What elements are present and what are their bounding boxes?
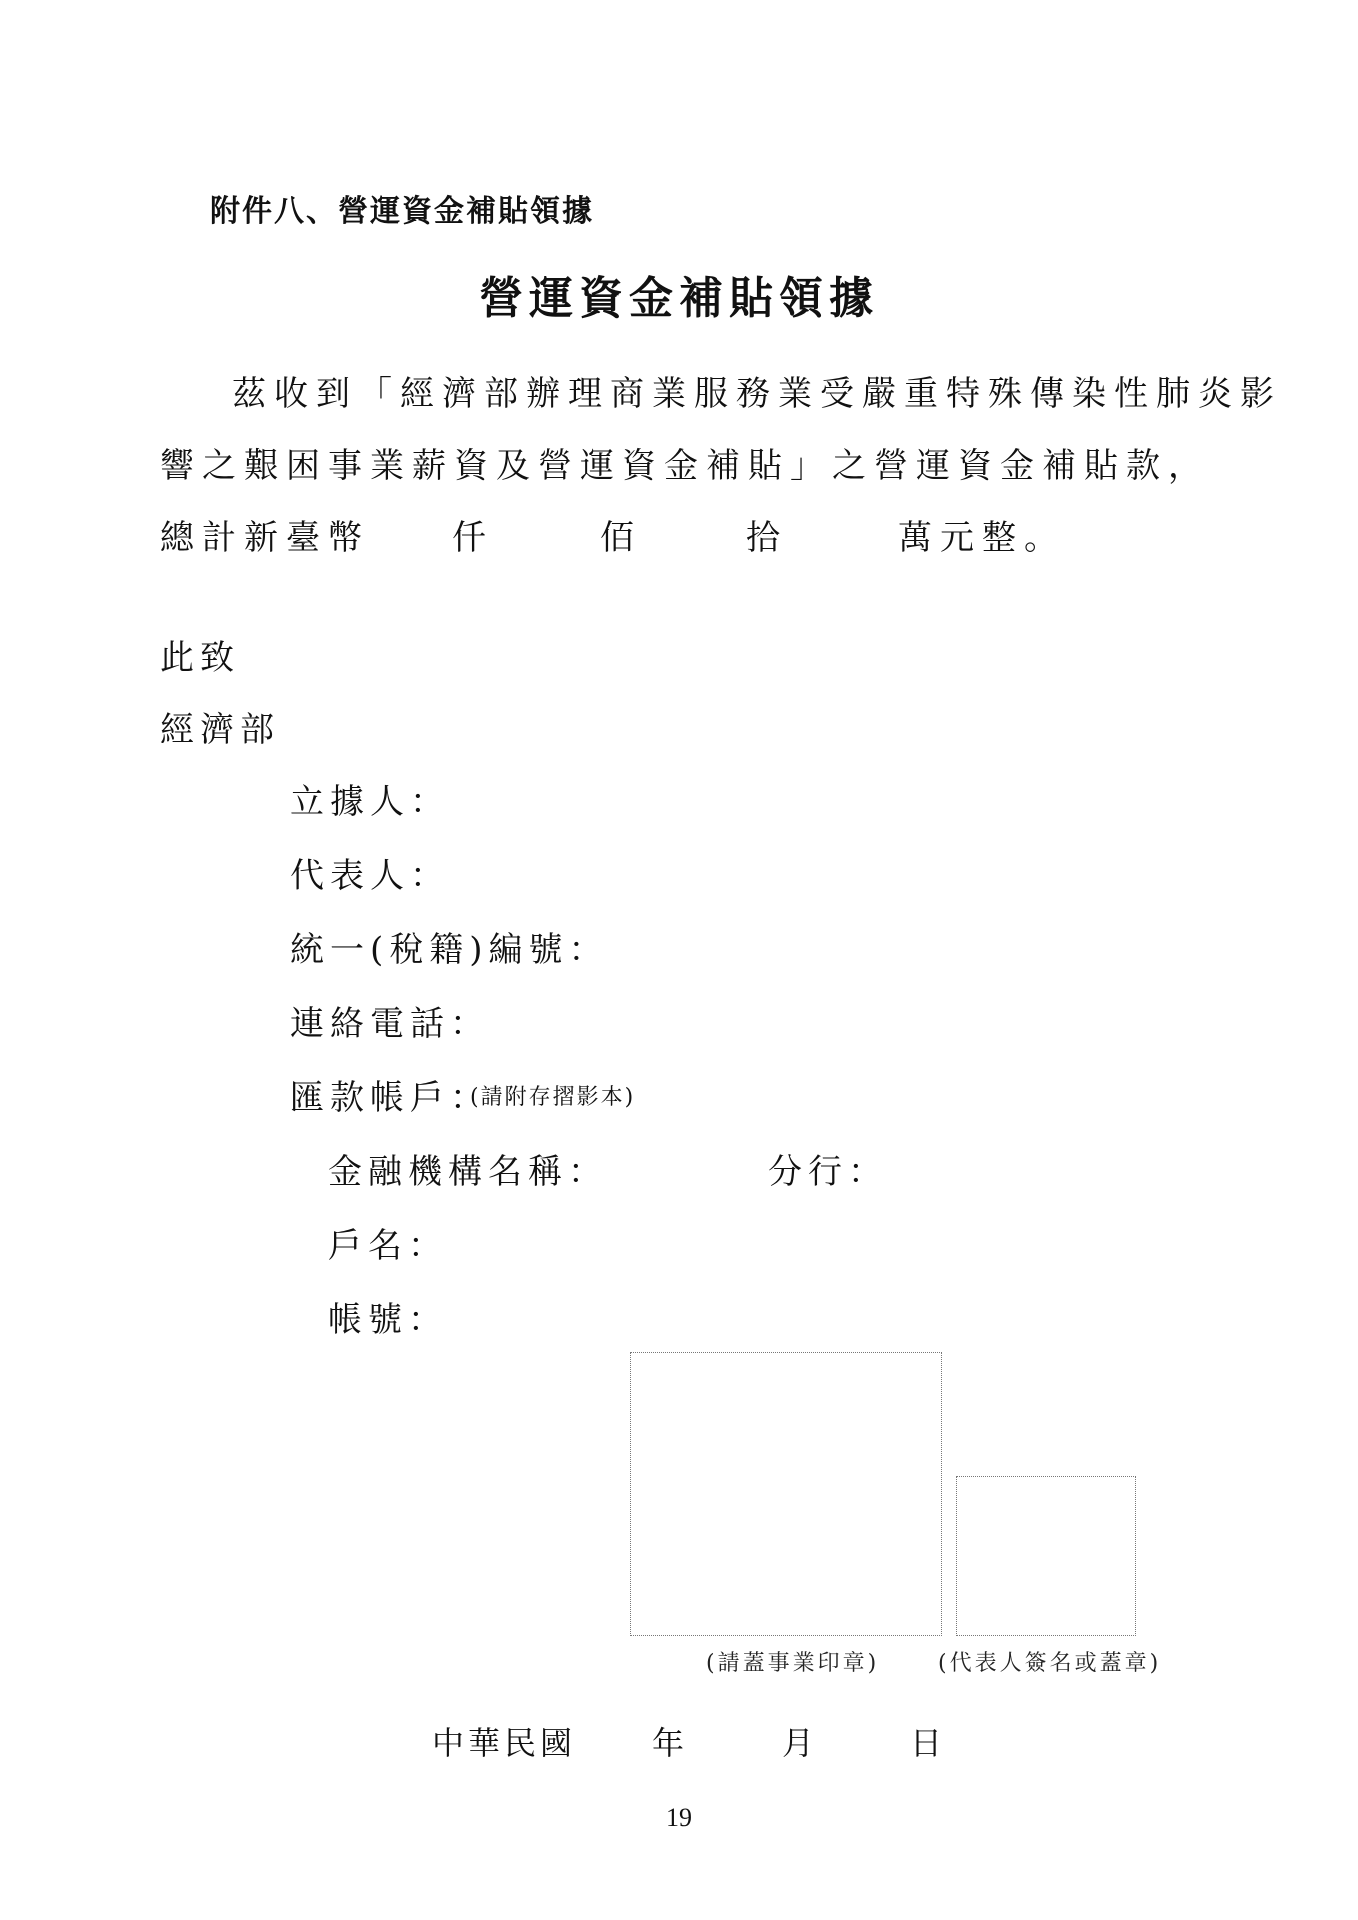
account-label: 匯款帳戶： xyxy=(290,1078,490,1118)
body-line-2: 響之艱困事業薪資及營運資金補貼」之營運資金補貼款， xyxy=(160,446,1210,486)
phone-label: 連絡電話： xyxy=(290,1004,490,1044)
salutation: 此致 xyxy=(160,638,240,678)
representative-label: 代表人： xyxy=(290,856,450,896)
branch-label: 分行： xyxy=(768,1152,888,1192)
tax-id-label: 統一(稅籍)編號： xyxy=(290,930,609,970)
annex-heading: 附件八、營運資金補貼領據 xyxy=(210,194,594,229)
date-day: 日 xyxy=(910,1724,947,1762)
company-seal-box xyxy=(630,1352,942,1636)
issuer-label: 立據人： xyxy=(290,782,450,822)
amount-unit-thousand: 仟 xyxy=(452,518,486,558)
company-seal-caption: (請蓋事業印章) xyxy=(706,1651,880,1676)
amount-unit-hundred: 佰 xyxy=(600,518,634,558)
date-month: 月 xyxy=(782,1724,819,1762)
date-year: 年 xyxy=(652,1724,689,1762)
recipient: 經濟部 xyxy=(160,710,280,750)
amount-unit-ten: 拾 xyxy=(746,518,780,558)
account-number-label: 帳號： xyxy=(328,1300,448,1340)
bank-name-label: 金融機構名稱： xyxy=(328,1152,608,1192)
representative-seal-box xyxy=(956,1476,1136,1636)
amount-line-prefix: 總計新臺幣 xyxy=(160,518,370,558)
page-title: 營運資金補貼領據 xyxy=(479,273,879,324)
page-number: 19 xyxy=(666,1803,692,1832)
body-line-1: 茲收到「經濟部辦理商業服務業受嚴重特殊傳染性肺炎影 xyxy=(232,374,1282,414)
amount-unit-suffix: 萬元整。 xyxy=(898,518,1066,558)
date-era: 中華民國 xyxy=(432,1724,577,1762)
representative-seal-caption: (代表人簽名或蓋章) xyxy=(938,1651,1162,1676)
account-note: (請附存摺影本) xyxy=(470,1085,636,1110)
account-name-label: 戶名： xyxy=(328,1226,448,1266)
